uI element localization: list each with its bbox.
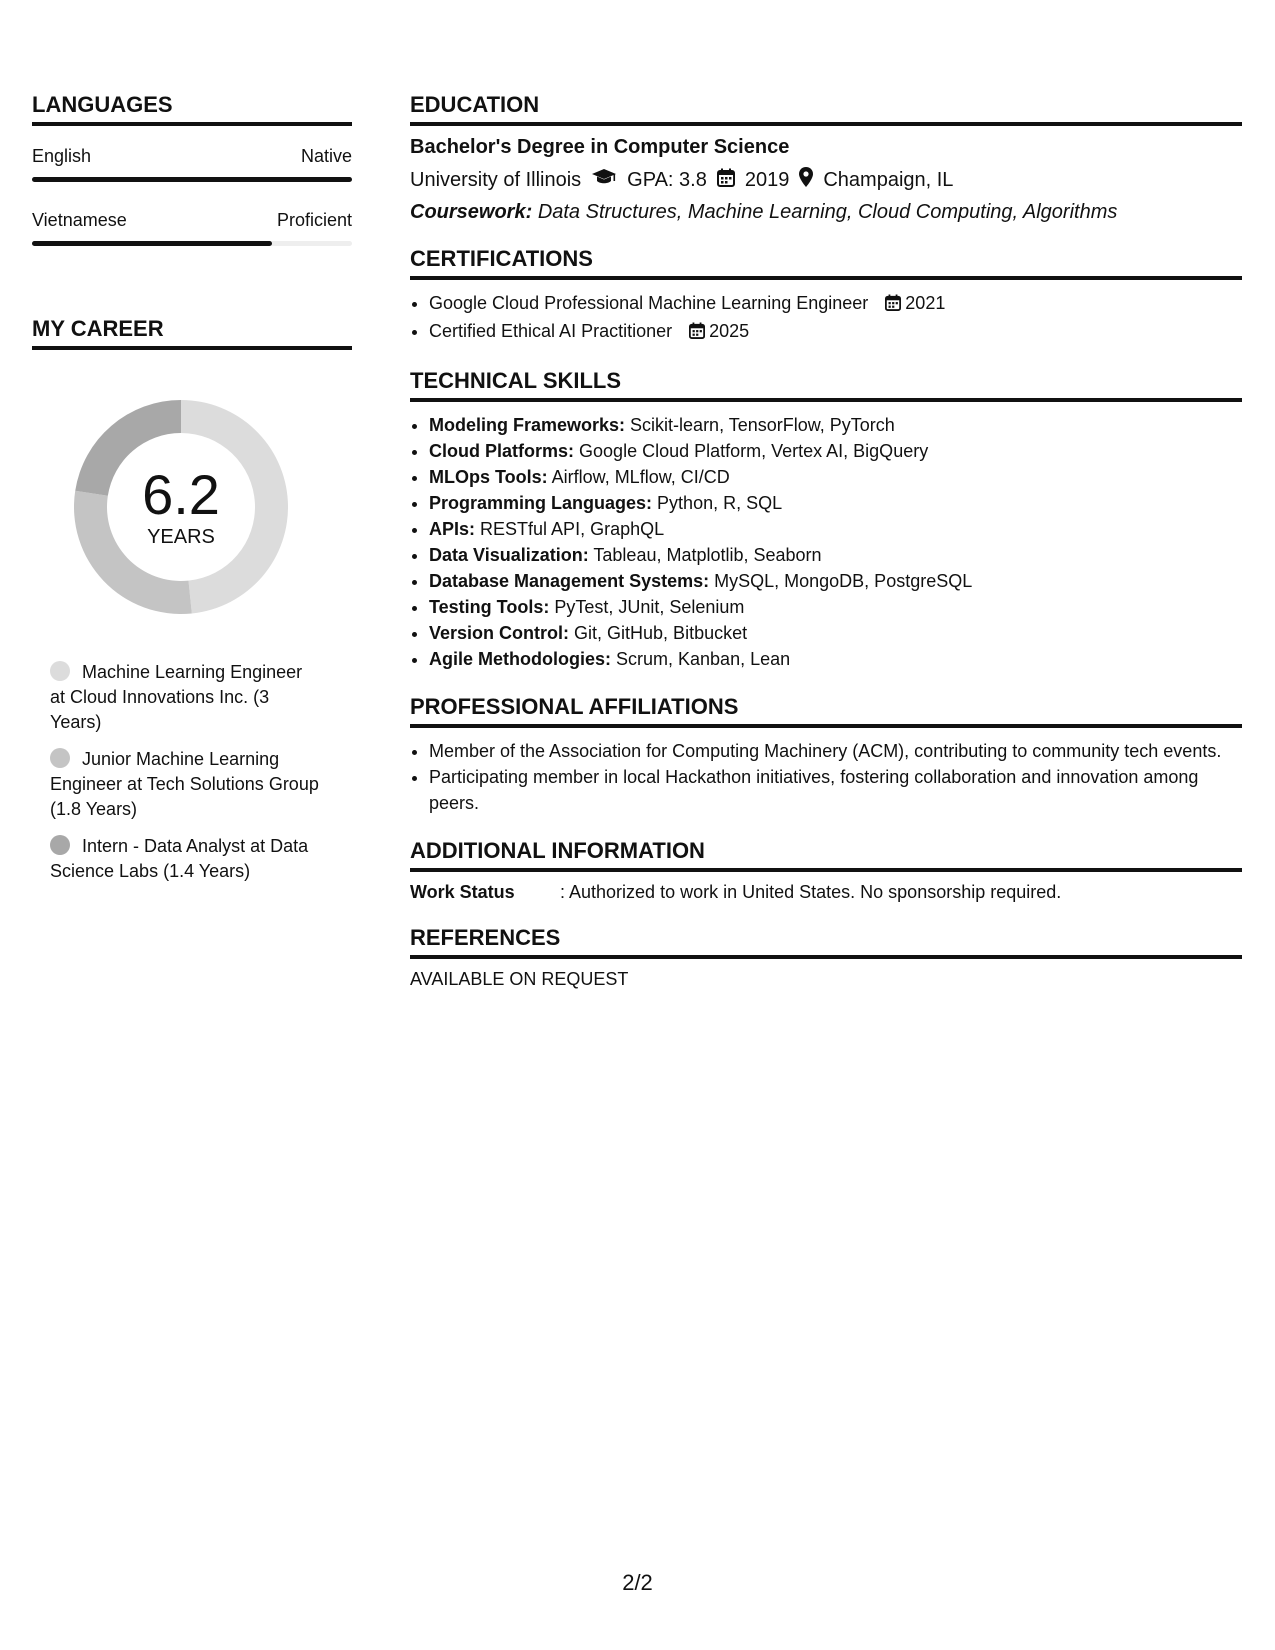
skill-item bbox=[429, 646, 1242, 672]
career-dot-icon bbox=[50, 835, 70, 855]
career-item-text: Intern - Data Analyst at Data Science Labs (1.4 Years) bbox=[50, 836, 309, 881]
references-text: AVAILABLE ON REQUEST bbox=[410, 969, 629, 989]
language-name: Vietnamese bbox=[32, 210, 127, 230]
skill-value: PyTest, JUnit, Selenium bbox=[554, 597, 745, 617]
skill-label: Cloud Platforms: bbox=[429, 441, 575, 461]
skill-value: Git, GitHub, Bitbucket bbox=[574, 623, 748, 643]
references-section bbox=[410, 925, 1242, 990]
skill-value: Tableau, Matplotlib, Seaborn bbox=[593, 545, 822, 565]
calendar-icon bbox=[885, 292, 901, 318]
work-status-value: : Authorized to work in United States. No sponsorship required. bbox=[560, 882, 1062, 902]
career-total-years: 6.2 bbox=[142, 462, 220, 526]
affiliation-item: • Participating member in local Hackathon initiatives, fostering collaboration and innovation among peers. bbox=[429, 764, 1242, 816]
skill-item bbox=[429, 490, 1242, 516]
skill-item bbox=[429, 542, 1242, 568]
language-bar-fill bbox=[32, 241, 272, 246]
certifications-section bbox=[410, 246, 1242, 346]
skill-value: Python, R, SQL bbox=[657, 493, 783, 513]
language-bar bbox=[32, 177, 352, 182]
skill-label: Database Management Systems: bbox=[429, 571, 710, 591]
skill-label: Modeling Frameworks: bbox=[429, 415, 626, 435]
coursework-label: Coursework: bbox=[410, 201, 533, 223]
skill-item bbox=[429, 594, 1242, 620]
career-title: MY CAREER bbox=[32, 316, 352, 350]
skill-value: Scrum, Kanban, Lean bbox=[616, 649, 791, 669]
education-year: 2019 bbox=[744, 168, 790, 191]
certification-name: Certified Ethical AI Practitioner bbox=[429, 321, 673, 341]
skill-label: Programming Languages: bbox=[429, 493, 653, 513]
career-item bbox=[50, 834, 320, 884]
work-status-label: Work Status bbox=[410, 882, 515, 902]
skills-section bbox=[410, 368, 1242, 672]
skill-label: APIs: bbox=[429, 519, 476, 539]
skill-item bbox=[429, 516, 1242, 542]
certifications-title: CERTIFICATIONS bbox=[410, 246, 1242, 280]
skill-item bbox=[429, 568, 1242, 594]
affiliation-item: • Member of the Association for Computing Machinery (ACM), contributing to community tech events. bbox=[429, 738, 1242, 764]
education-degree: Bachelor's Degree in Computer Science bbox=[410, 136, 790, 158]
education-gpa: GPA: 3.8 bbox=[627, 168, 707, 191]
certification-year: 2025 bbox=[709, 321, 750, 341]
skills-list bbox=[410, 412, 1242, 672]
skill-value: RESTful API, GraphQL bbox=[480, 519, 665, 539]
education-details bbox=[410, 167, 1242, 193]
career-item bbox=[50, 660, 320, 735]
certification-year: 2021 bbox=[905, 293, 946, 313]
language-name: English bbox=[32, 146, 92, 166]
career-donut-chart bbox=[66, 392, 296, 622]
career-legend bbox=[50, 660, 320, 884]
career-dot-icon bbox=[50, 661, 70, 681]
career-item-text: Machine Learning Engineer at Cloud Innovations Inc. (3 Years) bbox=[50, 662, 303, 732]
skill-item bbox=[429, 620, 1242, 646]
education-title: EDUCATION bbox=[410, 92, 1242, 126]
calendar-icon bbox=[717, 168, 735, 193]
skill-label: Testing Tools: bbox=[429, 597, 550, 617]
skill-item bbox=[429, 464, 1242, 490]
certifications-list bbox=[410, 290, 1242, 346]
graduation-cap-icon bbox=[591, 168, 617, 192]
language-level: Native bbox=[300, 146, 352, 166]
skill-value: Airflow, MLflow, CI/CD bbox=[551, 467, 730, 487]
skill-label: MLOps Tools: bbox=[429, 467, 548, 487]
education-section bbox=[410, 92, 1242, 224]
donut-center bbox=[66, 392, 296, 622]
affiliations-list bbox=[410, 738, 1242, 816]
certification-item bbox=[429, 318, 1242, 346]
skill-item bbox=[429, 438, 1242, 464]
skill-value: MySQL, MongoDB, PostgreSQL bbox=[714, 571, 973, 591]
affiliations-section bbox=[410, 694, 1242, 816]
career-section bbox=[32, 316, 352, 884]
additional-section bbox=[410, 838, 1242, 903]
skill-item bbox=[429, 412, 1242, 438]
left-column bbox=[32, 92, 352, 896]
work-status-row bbox=[410, 882, 1242, 903]
right-column bbox=[410, 92, 1242, 990]
additional-title: ADDITIONAL INFORMATION bbox=[410, 838, 1242, 872]
coursework-value: Data Structures, Machine Learning, Cloud Computing, Algorithms bbox=[537, 201, 1118, 223]
language-bar-fill bbox=[32, 177, 352, 182]
calendar-icon bbox=[689, 320, 705, 346]
skill-label: Version Control: bbox=[429, 623, 570, 643]
page-number: 2/2 bbox=[622, 1570, 653, 1595]
education-university: University of Illinois bbox=[410, 168, 582, 191]
languages-title: LANGUAGES bbox=[32, 92, 352, 126]
languages-section bbox=[32, 92, 352, 246]
skill-label: Data Visualization: bbox=[429, 545, 589, 565]
career-total-unit: YEARS bbox=[147, 525, 215, 548]
language-bar bbox=[32, 241, 352, 246]
skills-title: TECHNICAL SKILLS bbox=[410, 368, 1242, 402]
language-item bbox=[32, 210, 352, 246]
education-coursework bbox=[410, 201, 1242, 224]
skill-value: Scikit-learn, TensorFlow, PyTorch bbox=[630, 415, 895, 435]
language-item bbox=[32, 146, 352, 182]
affiliations-title: PROFESSIONAL AFFILIATIONS bbox=[410, 694, 1242, 728]
education-location: Champaign, IL bbox=[823, 168, 954, 191]
skill-label: Agile Methodologies: bbox=[429, 649, 611, 669]
career-item-text: Junior Machine Learning Engineer at Tech Solutions Group (1.8 Years) bbox=[50, 749, 319, 819]
map-pin-icon bbox=[799, 167, 813, 193]
career-dot-icon bbox=[50, 748, 70, 768]
career-item bbox=[50, 747, 320, 822]
skill-value: Google Cloud Platform, Vertex AI, BigQuery bbox=[579, 441, 929, 461]
certification-item bbox=[429, 290, 1242, 318]
language-level: Proficient bbox=[276, 210, 352, 230]
references-title: REFERENCES bbox=[410, 925, 1242, 959]
certification-name: Google Cloud Professional Machine Learning Engineer bbox=[429, 293, 869, 313]
